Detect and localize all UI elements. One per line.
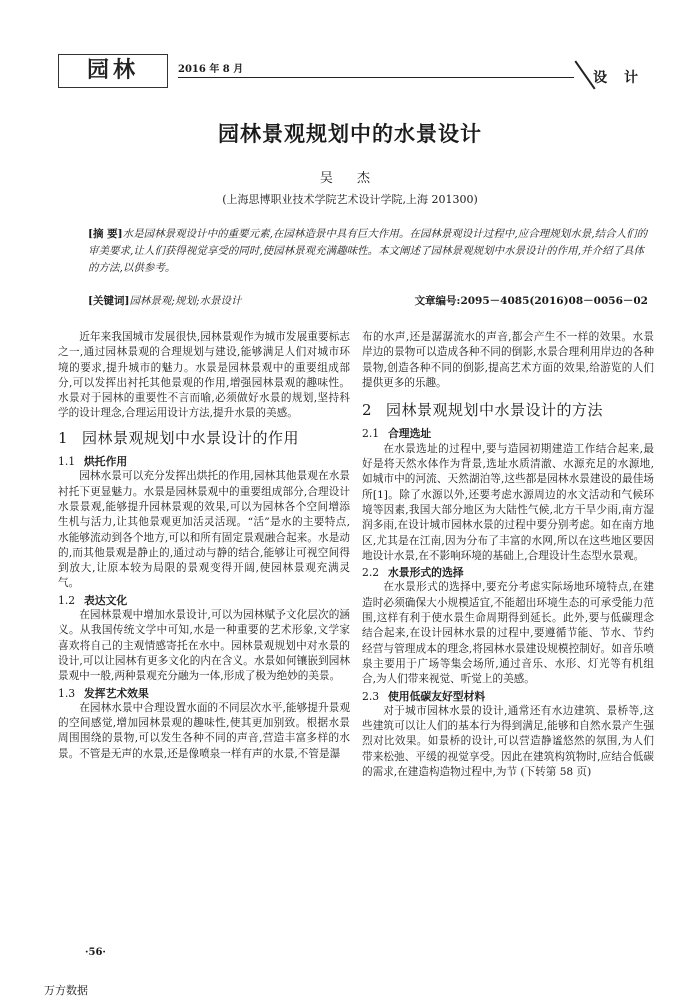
issue-date: 2016 年 8 月 (178, 64, 244, 75)
paragraph: 在园林景观中增加水景设计,可以为园林赋予文化层次的涵义。从我国传统文学中可知,水是一种重要的艺术形象,文学家喜欢将自己的主观情感寄托在水中。园林景观规划中对水景的设计,可以让园林有更多文化的内在含义。水景如何镶嵌到园林景观中一般,两种景观充分融为一体,形成了极为绝妙的美景。 (58, 609, 350, 683)
section-title: 烘托作用 (84, 455, 128, 469)
section-number: 1.3 (58, 686, 76, 700)
section-1-heading (58, 428, 350, 447)
abstract (88, 226, 648, 277)
article-title: 园林景观规划中的水景设计 (218, 121, 482, 146)
section-number: 2.2 (362, 566, 380, 580)
section-2-heading (362, 403, 654, 418)
section-number: 2.3 (362, 689, 380, 703)
section-title: 发挥艺术效果 (84, 686, 149, 700)
paragraph: 园林水景可以充分发挥出烘托的作用,园林其他景观在水景衬托下更显魅力。水景是园林景观中的重要组成部分,合理设计水景景观,能够提升园林景观的效果,可以为园林各个空间增添生机与活力,让其他景观更加活灵活现。“活”是水的主要特点,水能够流动到各个地方,可以和所有固定景观融合起来。水是动的,而其他景观是静止的,通过动与静的结合,能够让可视空间得到放大,让原本较为局限的景观变得开阔,使园林景观充满灵气。 (58, 470, 350, 590)
journal-logo: 园林 (58, 54, 168, 88)
section-title: 使用低碳友好型材料 (388, 689, 486, 703)
section-title: 表达文化 (84, 593, 128, 607)
article-number: 文章编号:2095－4085(2016)08－0056－02 (414, 295, 648, 307)
section-title: 园林景观规划中水景设计的方法 (386, 401, 604, 420)
section-number: 1.2 (58, 593, 76, 607)
section-title: 合理选址 (388, 427, 432, 441)
paragraph-continued: 布的水声,还是潺潺流水的声音,都会产生不一样的效果。水景岸边的景物可以造成各种不同的倒影,水景合理利用岸边的各种景物,创造各种不同的倒影,提高艺术方面的效果,给游览的人们提供更多的乐趣。 (362, 331, 654, 389)
keywords: 园林景观;规划;水景设计 (129, 295, 242, 307)
section-2-2-heading (362, 565, 654, 580)
section-label: 设 计 (593, 70, 644, 86)
section-1-1-heading (58, 454, 350, 469)
abstract-label: [摘 要] (88, 228, 123, 240)
section-1-3-heading (58, 686, 350, 701)
section-1-2-heading (58, 593, 350, 608)
running-header (58, 44, 644, 90)
paragraph: 在水景选址的过程中,要与造园初期建造工作结合起来,最好是将天然水体作为背景,选址水质清澈、水源充足的水源地,如城市中的河流、天然湖泊等,这些都是园林水景建设的最佳场所[1]。除了水源以外,还要考虑水源周边的水文活动和气候环境等因素,我国大部分地区为大陆性气候,北方干旱少雨,南方湿润多雨,在设计城市园林水景的过程中要分别考虑。如在南方地区,尤其是在江南,因为分布了丰富的水网,所以在这些地区要因地设计水景,在不影响环境的基础上,合理设计生态型水景观。 (362, 442, 654, 562)
right-column (362, 330, 654, 780)
paragraph: 在园林水景中合理设置水面的不同层次水平,能够提升景观的空间感觉,增加园林景观的趣味性,使其更加别致。根据水景周围围绕的景物,可以发生各种不同的声音,营造丰富多样的水景。不管是无声的水景,还是像喷泉一样有声的水景,不管是瀑 (58, 701, 350, 760)
keywords-line (88, 293, 648, 308)
header-rule (178, 77, 574, 78)
author: 吴 杰 (319, 171, 381, 186)
section-title: 水景形式的选择 (388, 566, 464, 580)
section-number: 1 (58, 428, 69, 447)
affiliation: (上海思博职业技术学院艺术设计学院,上海 201300) (222, 193, 478, 206)
paragraph: 在水景形式的选择中,要充分考虑实际场地环境特点,在建造时必须确保大小规模适宜,不能超出环境生态的可承受能力范围,这样有利于使水景生命周期得到延长。此外,要与低碳理念结合起来,在设计园林水景的过程中,要遵循节能、节水、节约经营与管理成本的理念,将园林水景建设规模控制好。如音乐喷泉主要用于广场等集会场所,通过音乐、水形、灯光等有机组合,为人们带来视觉、听觉上的美感。 (362, 581, 654, 686)
left-column (58, 330, 350, 762)
section-title: 园林景观规划中水景设计的作用 (82, 428, 300, 447)
section-number: 1.1 (58, 455, 76, 469)
section-number: 2 (362, 401, 373, 420)
page-number: ·56· (85, 947, 106, 958)
intro-paragraph: 近年来我国城市发展很快,园林景观作为城市发展重要标志之一,通过园林景观的合理规划与建设,能够满足人们对城市环境的要求,提升城市的魅力。水景是园林景观中的重要组成部分,可以发挥出衬托其他景观的作用,增强园林景观的趣味性。水景对于园林的重要性不言而喻,必须做好水景的规划,坚持科学的设计理念,合理运用设计方法,提升水景的美感。 (58, 331, 350, 420)
paragraph: 对于城市园林水景的设计,通常还有水边建筑、景桥等,这些建筑可以让人们的基本行为得到满足,能够和自然水景产生强烈对比效果。如景桥的设计,可以营造静谧悠然的氛围,为人们带来松弛、平缓的视觉享受。因此在建筑构筑物时,应结合低碳的需求,在建造构造物过程中,为节 (下转第 58 页) (362, 704, 654, 779)
abstract-text: 水是园林景观设计中的重要元素,在园林造景中具有巨大作用。在园林景观设计过程中,应合理规划水景,结合人们的审美要求,让人们获得视觉享受的同时,使园林景观充满趣味性。本文阐述了园林景观规划中水景设计的作用,并介绍了具体的方法,以供参考。 (88, 228, 648, 274)
footer-watermark: 万方数据 (44, 984, 88, 997)
section-2-1-heading (362, 426, 654, 441)
keywords-label: [关键词] (88, 295, 130, 307)
section-number: 2.1 (362, 427, 380, 441)
section-2-3-heading (362, 689, 654, 704)
